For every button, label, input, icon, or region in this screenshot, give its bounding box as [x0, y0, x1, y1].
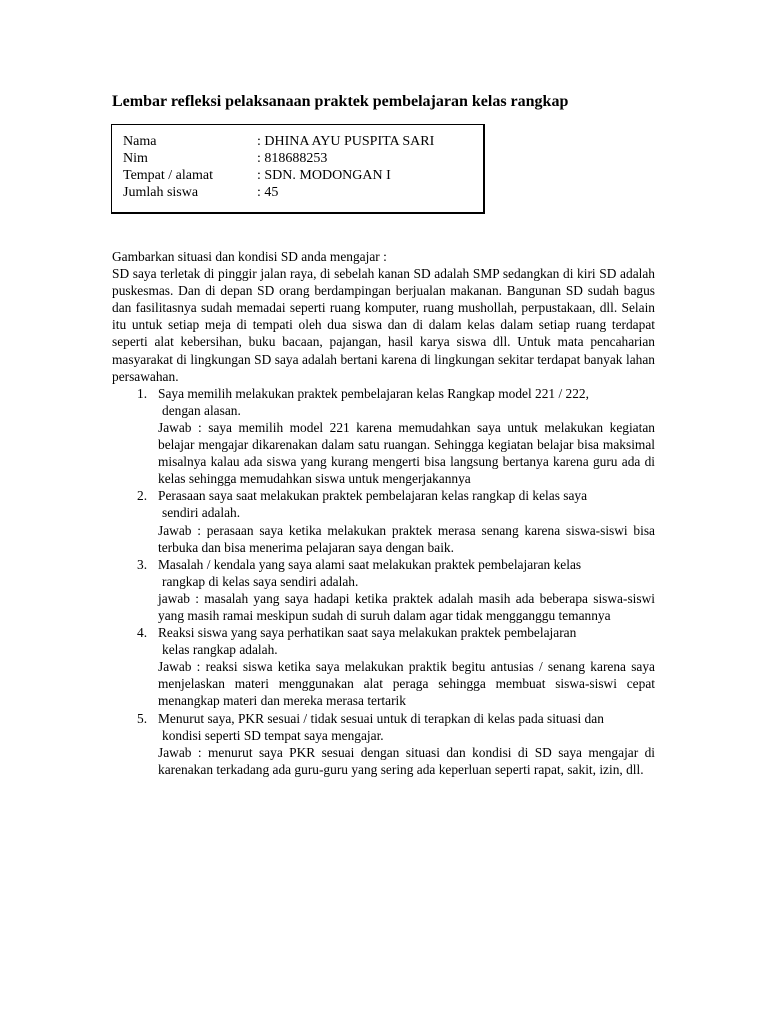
item-question [158, 385, 655, 419]
item-number: 4. [137, 625, 148, 641]
identity-value: : 45 [257, 185, 279, 200]
item-question-line: Reaksi siswa yang saya perhatikan saat saya melakukan praktek pembelajaran [158, 625, 577, 641]
item-question-line: Perasaan saya saat melakukan praktek pembelajaran kelas rangkap di kelas saya [158, 488, 588, 504]
identity-value: : DHINA AYU PUSPITA SARI [257, 134, 435, 149]
item-number: 5. [137, 710, 148, 726]
item-question-line: sendiri adalah. [162, 505, 241, 521]
item-question [158, 710, 655, 744]
intro-question: Gambarkan situasi dan kondisi SD anda mengajar : [112, 249, 387, 264]
identity-value: : 818688253 [257, 151, 328, 166]
item-answer: Jawab : saya memilih model 221 karena memudahkan saya untuk melakukan kegiatan belajar mengajar dikarenakan dalam satu ruangan. Sehingga kegiatan belajar bisa maksimal misalnya kalau ada siswa yang kurang mengerti bisa langsung bertanya karena guru ada di kelas sehingga memudahkan siswa untuk mengerjakannya [158, 419, 655, 487]
item-answer: jawab : masalah yang saya hadapi ketika praktek adalah masih ada beberapa siswa-siswi yang masih ramai meskipun sudah di suruh dalam agar tidak mengganggu temannya [158, 590, 655, 623]
item-question-line: kondisi seperti SD tempat saya mengajar. [162, 727, 384, 743]
item-number: 2. [137, 488, 148, 504]
identity-box [111, 124, 485, 214]
item-question-line: Masalah / kendala yang saya alami saat melakukan praktek pembelajaran kelas [158, 556, 582, 572]
item-answer: Jawab : menurut saya PKR sesuai dengan situasi dan kondisi di SD saya mengajar di karenakan terkadang ada guru-guru yang sering ada keperluan seperti rapat, sakit, izin, dll. [158, 744, 655, 777]
document-title: Lembar refleksi pelaksanaan praktek pembelajaran kelas rangkap [112, 93, 569, 110]
list-item [112, 487, 655, 555]
list-item [112, 624, 655, 709]
identity-label: Nama [123, 134, 157, 149]
reflection-list [112, 385, 655, 778]
document-body [112, 248, 655, 778]
item-question [158, 556, 655, 590]
identity-label: Jumlah siswa [123, 185, 199, 200]
item-answer: Jawab : perasaan saya ketika melakukan praktek merasa senang karena siswa-siswi bisa terbuka dan bisa menerima pelajaran saya dengan baik. [158, 522, 655, 555]
list-item [112, 710, 655, 778]
item-number: 3. [137, 556, 148, 572]
intro-paragraph: SD saya terletak di pinggir jalan raya, di sebelah kanan SD adalah SMP sedangkan di kiri SD adalah puskesmas. Dan di depan SD orang berdampingan berjualan makanan. Bangunan SD sudah bagus dan fasilitasnya sudah memadai seperti ruang komputer, ruang mushollah, perpustakaan, dll. Selain itu untuk setiap meja di tempati oleh dua siswa dan di dalam kelas dalam setiap ruang terdapat seperti alat kebersihan, buku bacaan, pajangan, hasil karya siswa dll. Untuk mata pencaharian masyarakat di lingkungan SD saya adalah bertani karena di lingkungan sekitar terdapat banyak lahan persawahan. [112, 266, 655, 384]
item-question [158, 487, 655, 521]
list-item [112, 385, 655, 488]
item-question-line: Menurut saya, PKR sesuai / tidak sesuai untuk di terapkan di kelas pada situasi dan [158, 710, 604, 726]
item-number: 1. [137, 385, 148, 401]
item-answer: Jawab : reaksi siswa ketika saya melakukan praktik begitu antusias / senang karena saya menjelaskan materi menggunakan alat peraga sehingga membuat siswa-siswi cepat menangkap materi dan mereka merasa tertarik [158, 659, 655, 709]
item-question-line: Saya memilih melakukan praktek pembelajaran kelas Rangkap model 221 / 222, [158, 385, 589, 401]
item-question-line: dengan alasan. [162, 402, 241, 418]
identity-label: Tempat / alamat [123, 168, 213, 183]
identity-label: Nim [123, 151, 148, 166]
item-question-line: kelas rangkap adalah. [162, 642, 278, 658]
identity-value: : SDN. MODONGAN I [257, 168, 391, 183]
item-question [158, 624, 655, 658]
list-item [112, 556, 655, 624]
item-question-line: rangkap di kelas saya sendiri adalah. [162, 573, 359, 589]
